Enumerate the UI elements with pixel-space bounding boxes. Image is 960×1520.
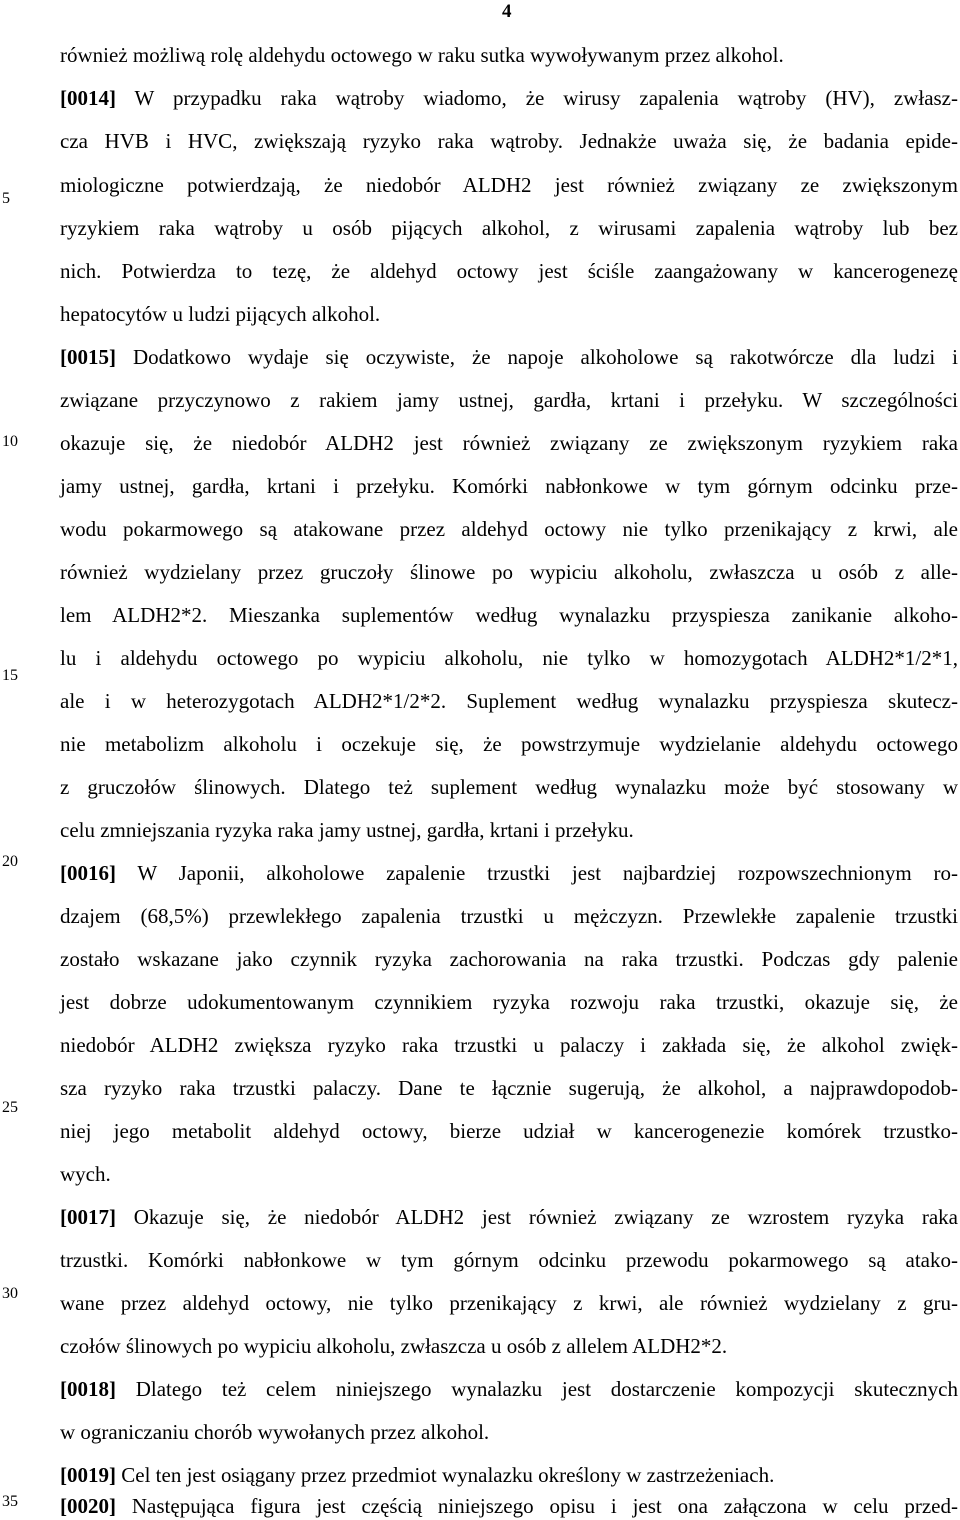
paragraph-text: sza ryzyko raka trzustki palaczy. Dane te łącznie sugerują, że alkohol, a najprawdopodob- <box>60 1076 958 1100</box>
text-line <box>60 1418 958 1446</box>
text-line <box>60 1074 958 1102</box>
paragraph-text: Cel ten jest osiągany przez przedmiot wynalazku określony w zastrzeżeniach. <box>116 1463 775 1487</box>
paragraph-tag: [0016] <box>60 861 116 885</box>
paragraph-tag: [0020] <box>60 1494 116 1518</box>
text-line <box>60 1246 958 1274</box>
paragraph-text: lu i aldehydu octowego po wypiciu alkoholu, nie tylko w homozygotach ALDH2*1/2*1, <box>60 646 958 670</box>
paragraph-text: jest dobrze udokumentowanym czynnikiem ryzyka rozwoju raka trzustki, okazuje się, że <box>60 990 958 1014</box>
paragraph-text: również możliwą rolę aldehydu octowego w raku sutka wywoływanym przez alkohol. <box>60 43 784 67</box>
text-line <box>60 773 958 801</box>
paragraph-text: zostało wskazane jako czynnik ryzyka zachorowania na raka trzustki. Podczas gdy palenie <box>60 947 958 971</box>
paragraph-text: celu zmniejszania ryzyka raka jamy ustnej, gardła, krtani i przełyku. <box>60 818 634 842</box>
text-line <box>60 859 958 887</box>
paragraph-text: hepatocytów u ludzi pijących alkohol. <box>60 302 381 326</box>
paragraph-tag: [0018] <box>60 1377 116 1401</box>
text-line <box>60 1160 958 1188</box>
text-line <box>60 1031 958 1059</box>
paragraph-text: w ograniczaniu chorób wywołanych przez alkohol. <box>60 1420 490 1444</box>
paragraph-text: czołów ślinowych po wypiciu alkoholu, zwłaszcza u osób z allelem ALDH2*2. <box>60 1334 728 1358</box>
text-line <box>60 945 958 973</box>
text-line <box>60 515 958 543</box>
paragraph-tag: [0014] <box>60 86 116 110</box>
paragraph-text: nie metabolizm alkoholu i oczekuje się, że powstrzymuje wydzielanie aldehydu octowego <box>60 732 958 756</box>
paragraph-text: miologiczne potwierdzają, że niedobór ALDH2 jest również związany ze zwiększonym <box>60 173 958 197</box>
text-line <box>60 300 958 328</box>
text-line <box>60 601 958 629</box>
paragraph-text: wych. <box>60 1162 111 1186</box>
margin-line-number: 20 <box>2 853 18 870</box>
margin-line-number: 30 <box>2 1285 18 1302</box>
text-line <box>60 1332 958 1360</box>
text-line <box>60 644 958 672</box>
paragraph-text: Dodatkowo wydaje się oczywiste, że napoje alkoholowe są rakotwórcze dla ludzi i <box>116 345 958 369</box>
margin-line-number: 10 <box>2 433 18 450</box>
text-line <box>60 343 958 371</box>
text-line <box>60 1461 958 1489</box>
paragraph-text: wodu pokarmowego są atakowane przez aldehyd octowy nie tylko przenikający z krwi, ale <box>60 517 958 541</box>
paragraph-text: wane przez aldehyd octowy, nie tylko przenikający z krwi, ale również wydzielany z gru- <box>60 1291 958 1315</box>
text-line <box>60 558 958 586</box>
text-line <box>60 1203 958 1231</box>
paragraph-tag: [0019] <box>60 1463 116 1487</box>
paragraph-tag: [0015] <box>60 345 116 369</box>
paragraph-text: Dlatego też celem niniejszego wynalazku jest dostarczenie kompozycji skutecznych <box>116 1377 958 1401</box>
text-line <box>60 1117 958 1145</box>
paragraph-text: Następująca figura jest częścią niniejszego opisu i jest ona załączona w celu przed- <box>116 1494 958 1518</box>
paragraph-text: jamy ustnej, gardła, krtani i przełyku. Komórki nabłonkowe w tym górnym odcinku prze- <box>60 474 958 498</box>
text-line <box>60 988 958 1016</box>
text-line <box>60 257 958 285</box>
text-line <box>60 730 958 758</box>
paragraph-text: ryzykiem raka wątroby u osób pijących alkohol, z wirusami zapalenia wątroby lub bez <box>60 216 958 240</box>
paragraph-text: niej jego metabolit aldehyd octowy, bierze udział w kancerogenezie komórek trzustko- <box>60 1119 958 1143</box>
paragraph-tag: [0017] <box>60 1205 116 1229</box>
text-line <box>60 816 958 844</box>
margin-line-number: 15 <box>2 667 18 684</box>
paragraph-text: lem ALDH2*2. Mieszanka suplementów według wynalazku przyspiesza zanikanie alkoho- <box>60 603 958 627</box>
paragraph-text: związane przyczynowo z rakiem jamy ustnej, gardła, krtani i przełyku. W szczególności <box>60 388 958 412</box>
text-line <box>60 902 958 930</box>
text-line <box>60 171 958 199</box>
paragraph-text: ale i w heterozygotach ALDH2*1/2*2. Suplement według wynalazku przyspiesza skutecz- <box>60 689 958 713</box>
paragraph-text: W przypadku raka wątroby wiadomo, że wirusy zapalenia wątroby (HV), zwłasz- <box>116 86 958 110</box>
paragraph-text: również wydzielany przez gruczoły ślinowe po wypiciu alkoholu, zwłaszcza u osób z alle- <box>60 560 958 584</box>
paragraph-text: okazuje się, że niedobór ALDH2 jest również związany ze zwiększonym ryzykiem raka <box>60 431 958 455</box>
text-line <box>60 687 958 715</box>
text-line <box>60 1289 958 1317</box>
paragraph-text: cza HVB i HVC, zwiększają ryzyko raka wątroby. Jednakże uważa się, że badania epide- <box>60 129 958 153</box>
text-line <box>60 429 958 457</box>
page-number: 4 <box>502 1 512 22</box>
paragraph-text: nich. Potwierdza to tezę, że aldehyd octowy jest ściśle zaangażowany w kancerogenezę <box>60 259 958 283</box>
text-line <box>60 127 958 155</box>
margin-line-number: 5 <box>2 190 10 207</box>
paragraph-text: Okazuje się, że niedobór ALDH2 jest również związany ze wzrostem ryzyka raka <box>116 1205 958 1229</box>
text-line <box>60 1492 958 1520</box>
paragraph-text: dzajem (68,5%) przewlekłego zapalenia trzustki u mężczyzn. Przewlekłe zapalenie trzustki <box>60 904 958 928</box>
margin-line-number: 35 <box>2 1493 18 1510</box>
paragraph-text: niedobór ALDH2 zwiększa ryzyko raka trzustki u palaczy i zakłada się, że alkohol zwięk- <box>60 1033 958 1057</box>
paragraph-text: trzustki. Komórki nabłonkowe w tym górnym odcinku przewodu pokarmowego są atako- <box>60 1248 958 1272</box>
text-line <box>60 84 958 112</box>
margin-line-number: 25 <box>2 1099 18 1116</box>
paragraph-text: z gruczołów ślinowych. Dlatego też suplement według wynalazku może być stosowany w <box>60 775 958 799</box>
text-line <box>60 1375 958 1403</box>
paragraph-text: W Japonii, alkoholowe zapalenie trzustki jest najbardziej rozpowszechnionym ro- <box>116 861 958 885</box>
text-line <box>60 472 958 500</box>
text-line <box>60 41 958 69</box>
text-line <box>60 214 958 242</box>
text-line <box>60 386 958 414</box>
